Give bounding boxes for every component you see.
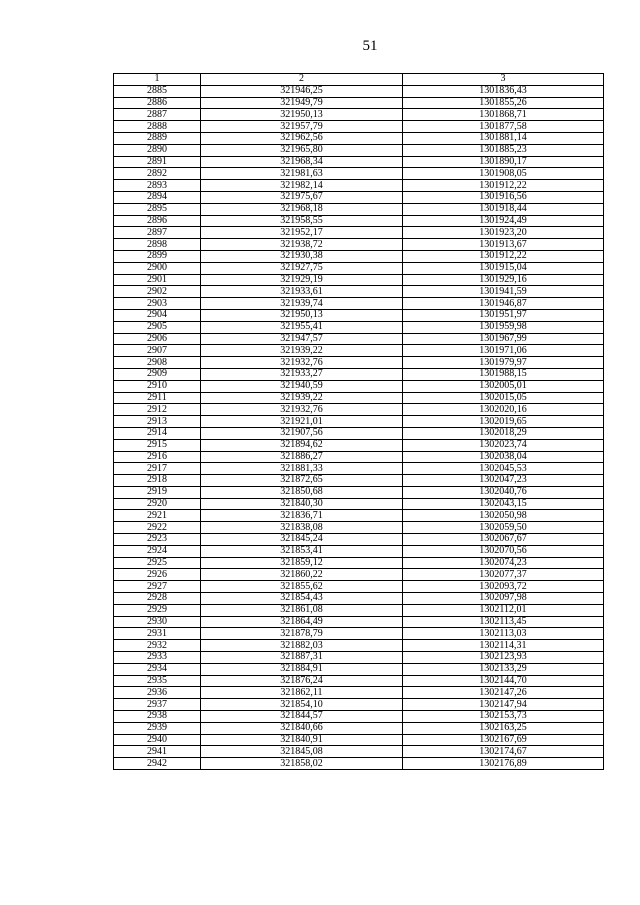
table-row [114, 404, 604, 416]
table-row [114, 439, 604, 451]
y-coordinate-cell: 1301890,17 [403, 156, 604, 168]
point-number-cell: 2904 [114, 309, 201, 321]
x-coordinate-cell: 321958,55 [201, 215, 403, 227]
table-row [114, 345, 604, 357]
point-number-cell: 2890 [114, 144, 201, 156]
table-row [114, 85, 604, 97]
point-number-cell: 2924 [114, 545, 201, 557]
point-number-cell: 2921 [114, 510, 201, 522]
table-row [114, 333, 604, 345]
table-row [114, 262, 604, 274]
table-row [114, 298, 604, 310]
x-coordinate-cell: 321894,62 [201, 439, 403, 451]
x-coordinate-cell: 321853,41 [201, 545, 403, 557]
point-number-cell: 2889 [114, 132, 201, 144]
x-coordinate-cell: 321940,59 [201, 380, 403, 392]
y-coordinate-cell: 1301951,97 [403, 309, 604, 321]
y-coordinate-cell: 1302038,04 [403, 451, 604, 463]
y-coordinate-cell: 1302018,29 [403, 427, 604, 439]
y-coordinate-cell: 1301988,15 [403, 368, 604, 380]
x-coordinate-cell: 321858,02 [201, 758, 403, 770]
y-coordinate-cell: 1302047,23 [403, 475, 604, 487]
y-coordinate-cell: 1301941,59 [403, 286, 604, 298]
x-coordinate-cell: 321878,79 [201, 628, 403, 640]
y-coordinate-cell: 1302019,65 [403, 416, 604, 428]
y-coordinate-cell: 1302074,23 [403, 557, 604, 569]
y-coordinate-cell: 1302050,98 [403, 510, 604, 522]
point-number-cell: 2928 [114, 593, 201, 605]
point-number-cell: 2897 [114, 227, 201, 239]
x-coordinate-cell: 321927,75 [201, 262, 403, 274]
table-row [114, 722, 604, 734]
table-row [114, 286, 604, 298]
table-row [114, 191, 604, 203]
table-row [114, 180, 604, 192]
y-coordinate-cell: 1302113,03 [403, 628, 604, 640]
table-row [114, 451, 604, 463]
table-row [114, 569, 604, 581]
table-row [114, 734, 604, 746]
x-coordinate-cell: 321952,17 [201, 227, 403, 239]
point-number-cell: 2935 [114, 675, 201, 687]
table-row [114, 156, 604, 168]
point-number-cell: 2898 [114, 239, 201, 251]
y-coordinate-cell: 1301979,97 [403, 357, 604, 369]
x-coordinate-cell: 321881,33 [201, 463, 403, 475]
table-row [114, 203, 604, 215]
point-number-cell: 2913 [114, 416, 201, 428]
y-coordinate-cell: 1302045,53 [403, 463, 604, 475]
y-coordinate-cell: 1301855,26 [403, 97, 604, 109]
point-number-cell: 2905 [114, 321, 201, 333]
point-number-cell: 2917 [114, 463, 201, 475]
y-coordinate-cell: 1302059,50 [403, 522, 604, 534]
table-row [114, 121, 604, 133]
point-number-cell: 2895 [114, 203, 201, 215]
x-coordinate-cell: 321933,61 [201, 286, 403, 298]
point-number-cell: 2901 [114, 274, 201, 286]
table-row [114, 663, 604, 675]
table-row [114, 604, 604, 616]
x-coordinate-cell: 321981,63 [201, 168, 403, 180]
x-coordinate-cell: 321844,57 [201, 711, 403, 723]
y-coordinate-cell: 1301912,22 [403, 250, 604, 262]
point-number-cell: 2920 [114, 498, 201, 510]
table-row [114, 581, 604, 593]
x-coordinate-cell: 321946,25 [201, 85, 403, 97]
point-number-cell: 2926 [114, 569, 201, 581]
table-row [114, 616, 604, 628]
table-row [114, 711, 604, 723]
point-number-cell: 2916 [114, 451, 201, 463]
x-coordinate-cell: 321968,18 [201, 203, 403, 215]
point-number-cell: 2902 [114, 286, 201, 298]
y-coordinate-cell: 1301916,56 [403, 191, 604, 203]
point-number-cell: 2903 [114, 298, 201, 310]
x-coordinate-cell: 321850,68 [201, 486, 403, 498]
y-coordinate-cell: 1302077,37 [403, 569, 604, 581]
table-row [114, 309, 604, 321]
x-coordinate-cell: 321968,34 [201, 156, 403, 168]
y-coordinate-cell: 1302147,94 [403, 699, 604, 711]
table-row [114, 593, 604, 605]
x-coordinate-cell: 321872,65 [201, 475, 403, 487]
x-coordinate-cell: 321854,10 [201, 699, 403, 711]
point-number-cell: 2919 [114, 486, 201, 498]
y-coordinate-cell: 1301915,04 [403, 262, 604, 274]
table-row [114, 274, 604, 286]
x-coordinate-cell: 321840,30 [201, 498, 403, 510]
table-row [114, 97, 604, 109]
point-number-cell: 2929 [114, 604, 201, 616]
point-number-cell: 2911 [114, 392, 201, 404]
table-row [114, 132, 604, 144]
y-coordinate-cell: 1302176,89 [403, 758, 604, 770]
x-coordinate-cell: 321886,27 [201, 451, 403, 463]
table-row [114, 534, 604, 546]
y-coordinate-cell: 1302153,73 [403, 711, 604, 723]
x-coordinate-cell: 321907,56 [201, 427, 403, 439]
point-number-cell: 2937 [114, 699, 201, 711]
point-number-cell: 2910 [114, 380, 201, 392]
x-coordinate-cell: 321962,56 [201, 132, 403, 144]
x-coordinate-cell: 321932,76 [201, 357, 403, 369]
x-coordinate-cell: 321860,22 [201, 569, 403, 581]
point-number-cell: 2893 [114, 180, 201, 192]
point-number-cell: 2908 [114, 357, 201, 369]
y-coordinate-cell: 1301877,58 [403, 121, 604, 133]
table-row [114, 239, 604, 251]
x-coordinate-cell: 321845,24 [201, 534, 403, 546]
x-coordinate-cell: 321884,91 [201, 663, 403, 675]
x-coordinate-cell: 321930,38 [201, 250, 403, 262]
y-coordinate-cell: 1302040,76 [403, 486, 604, 498]
y-coordinate-cell: 1302163,25 [403, 722, 604, 734]
point-number-cell: 2900 [114, 262, 201, 274]
table-row [114, 758, 604, 770]
point-number-cell: 2915 [114, 439, 201, 451]
table-row [114, 168, 604, 180]
y-coordinate-cell: 1302093,72 [403, 581, 604, 593]
x-coordinate-cell: 321876,24 [201, 675, 403, 687]
point-number-cell: 2906 [114, 333, 201, 345]
x-coordinate-cell: 321947,57 [201, 333, 403, 345]
point-number-cell: 2930 [114, 616, 201, 628]
point-number-cell: 2936 [114, 687, 201, 699]
point-number-cell: 2892 [114, 168, 201, 180]
table-row [114, 416, 604, 428]
y-coordinate-cell: 1302015,05 [403, 392, 604, 404]
x-coordinate-cell: 321929,19 [201, 274, 403, 286]
x-coordinate-cell: 321939,22 [201, 345, 403, 357]
y-coordinate-cell: 1301923,20 [403, 227, 604, 239]
x-coordinate-cell: 321982,14 [201, 180, 403, 192]
table-row [114, 628, 604, 640]
x-coordinate-cell: 321855,62 [201, 581, 403, 593]
x-coordinate-cell: 321939,74 [201, 298, 403, 310]
point-number-cell: 2923 [114, 534, 201, 546]
table-row [114, 368, 604, 380]
table-row [114, 250, 604, 262]
x-coordinate-cell: 321882,03 [201, 640, 403, 652]
table-row [114, 746, 604, 758]
point-number-cell: 2888 [114, 121, 201, 133]
x-coordinate-cell: 321950,13 [201, 109, 403, 121]
table-row [114, 652, 604, 664]
point-number-cell: 2918 [114, 475, 201, 487]
x-coordinate-cell: 321862,11 [201, 687, 403, 699]
table-row [114, 475, 604, 487]
y-coordinate-cell: 1302133,29 [403, 663, 604, 675]
table-header-row [114, 74, 604, 86]
y-coordinate-cell: 1302123,93 [403, 652, 604, 664]
point-number-cell: 2940 [114, 734, 201, 746]
point-number-cell: 2899 [114, 250, 201, 262]
x-coordinate-cell: 321859,12 [201, 557, 403, 569]
point-number-cell: 2931 [114, 628, 201, 640]
x-coordinate-cell: 321864,49 [201, 616, 403, 628]
y-coordinate-cell: 1301971,06 [403, 345, 604, 357]
x-coordinate-cell: 321933,27 [201, 368, 403, 380]
y-coordinate-cell: 1301959,98 [403, 321, 604, 333]
point-number-cell: 2912 [114, 404, 201, 416]
table-row [114, 640, 604, 652]
table-row [114, 357, 604, 369]
table-row [114, 522, 604, 534]
y-coordinate-cell: 1302114,31 [403, 640, 604, 652]
y-coordinate-cell: 1302097,98 [403, 593, 604, 605]
point-number-cell: 2896 [114, 215, 201, 227]
y-coordinate-cell: 1301836,43 [403, 85, 604, 97]
point-number-cell: 2922 [114, 522, 201, 534]
y-coordinate-cell: 1301929,16 [403, 274, 604, 286]
table-row [114, 321, 604, 333]
point-number-cell: 2887 [114, 109, 201, 121]
x-coordinate-cell: 321836,71 [201, 510, 403, 522]
page-number: 51 [362, 38, 378, 54]
table-row [114, 545, 604, 557]
y-coordinate-cell: 1302043,15 [403, 498, 604, 510]
x-coordinate-cell: 321921,01 [201, 416, 403, 428]
y-coordinate-cell: 1301918,44 [403, 203, 604, 215]
point-number-cell: 2942 [114, 758, 201, 770]
x-coordinate-cell: 321949,79 [201, 97, 403, 109]
y-coordinate-cell: 1302067,67 [403, 534, 604, 546]
y-coordinate-cell: 1302113,45 [403, 616, 604, 628]
table-row [114, 498, 604, 510]
x-coordinate-cell: 321957,79 [201, 121, 403, 133]
y-coordinate-cell: 1302144,70 [403, 675, 604, 687]
table-row [114, 699, 604, 711]
table-row [114, 486, 604, 498]
table-body [114, 85, 604, 769]
table-row [114, 380, 604, 392]
x-coordinate-cell: 321838,08 [201, 522, 403, 534]
table-row [114, 675, 604, 687]
table-row [114, 227, 604, 239]
point-number-cell: 2907 [114, 345, 201, 357]
column-header-1: 1 [114, 74, 201, 86]
y-coordinate-cell: 1302174,67 [403, 746, 604, 758]
x-coordinate-cell: 321932,76 [201, 404, 403, 416]
x-coordinate-cell: 321975,67 [201, 191, 403, 203]
y-coordinate-cell: 1302112,01 [403, 604, 604, 616]
point-number-cell: 2886 [114, 97, 201, 109]
point-number-cell: 2927 [114, 581, 201, 593]
point-number-cell: 2933 [114, 652, 201, 664]
table-row [114, 144, 604, 156]
x-coordinate-cell: 321861,08 [201, 604, 403, 616]
y-coordinate-cell: 1301924,49 [403, 215, 604, 227]
x-coordinate-cell: 321887,31 [201, 652, 403, 664]
column-header-2: 2 [201, 74, 403, 86]
coordinates-table [113, 73, 604, 770]
y-coordinate-cell: 1302023,74 [403, 439, 604, 451]
table-row [114, 215, 604, 227]
x-coordinate-cell: 321854,43 [201, 593, 403, 605]
y-coordinate-cell: 1302167,69 [403, 734, 604, 746]
table-row [114, 687, 604, 699]
y-coordinate-cell: 1301885,23 [403, 144, 604, 156]
point-number-cell: 2891 [114, 156, 201, 168]
point-number-cell: 2925 [114, 557, 201, 569]
x-coordinate-cell: 321955,41 [201, 321, 403, 333]
x-coordinate-cell: 321845,08 [201, 746, 403, 758]
point-number-cell: 2934 [114, 663, 201, 675]
point-number-cell: 2885 [114, 85, 201, 97]
point-number-cell: 2909 [114, 368, 201, 380]
table-row [114, 427, 604, 439]
table-row [114, 109, 604, 121]
point-number-cell: 2939 [114, 722, 201, 734]
x-coordinate-cell: 321950,13 [201, 309, 403, 321]
y-coordinate-cell: 1302020,16 [403, 404, 604, 416]
y-coordinate-cell: 1302070,56 [403, 545, 604, 557]
point-number-cell: 2914 [114, 427, 201, 439]
y-coordinate-cell: 1302005,01 [403, 380, 604, 392]
y-coordinate-cell: 1301967,99 [403, 333, 604, 345]
x-coordinate-cell: 321938,72 [201, 239, 403, 251]
point-number-cell: 2941 [114, 746, 201, 758]
x-coordinate-cell: 321939,22 [201, 392, 403, 404]
y-coordinate-cell: 1301913,67 [403, 239, 604, 251]
y-coordinate-cell: 1301868,71 [403, 109, 604, 121]
y-coordinate-cell: 1301908,05 [403, 168, 604, 180]
y-coordinate-cell: 1301946,87 [403, 298, 604, 310]
table-row [114, 463, 604, 475]
x-coordinate-cell: 321840,91 [201, 734, 403, 746]
y-coordinate-cell: 1301881,14 [403, 132, 604, 144]
y-coordinate-cell: 1301912,22 [403, 180, 604, 192]
table-row [114, 392, 604, 404]
point-number-cell: 2938 [114, 711, 201, 723]
x-coordinate-cell: 321965,80 [201, 144, 403, 156]
x-coordinate-cell: 321840,66 [201, 722, 403, 734]
y-coordinate-cell: 1302147,26 [403, 687, 604, 699]
point-number-cell: 2894 [114, 191, 201, 203]
table-row [114, 557, 604, 569]
column-header-3: 3 [403, 74, 604, 86]
point-number-cell: 2932 [114, 640, 201, 652]
table-row [114, 510, 604, 522]
